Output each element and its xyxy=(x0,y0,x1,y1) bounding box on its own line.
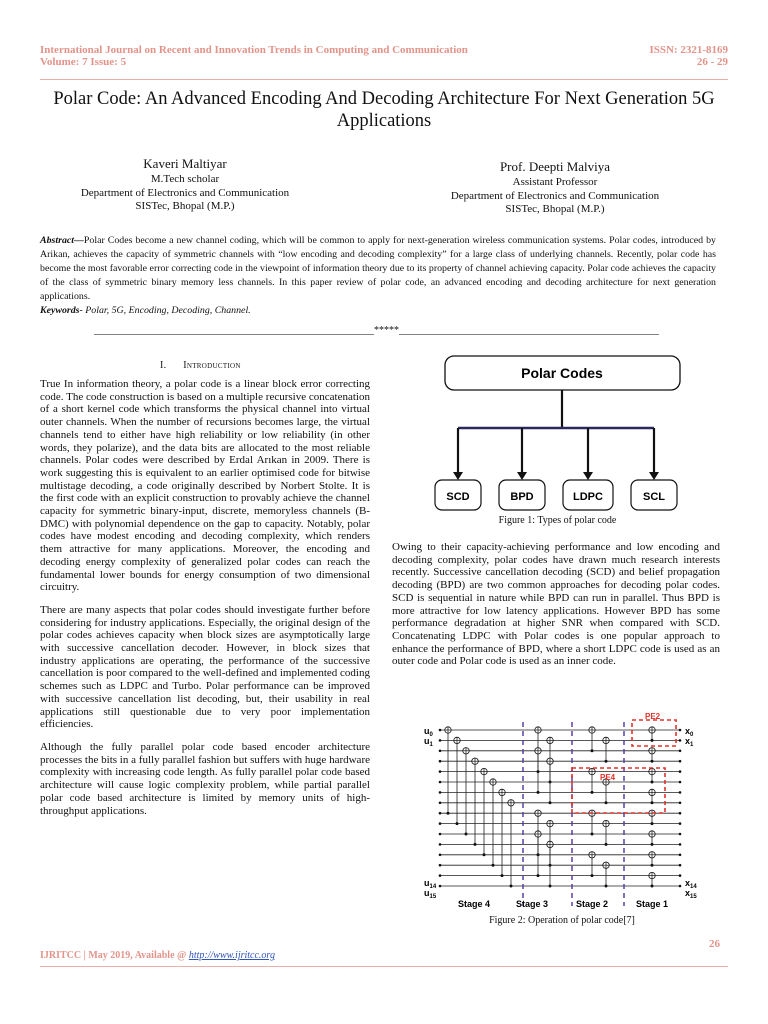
journal-title: International Journal on Recent and Innovation Trends in Computing and Communication Volume: 7 Issue: 5 xyxy=(40,44,468,68)
output-x14-label: $x_{14}$ xyxy=(685,878,697,890)
xor-dot xyxy=(651,843,654,846)
xor-dot xyxy=(651,760,654,763)
xor-dot xyxy=(651,864,654,867)
author-1 xyxy=(70,155,300,214)
xor-dot xyxy=(591,749,594,752)
child-label: LDPC xyxy=(573,491,603,503)
arrow-head xyxy=(583,472,593,480)
xor-dot xyxy=(605,760,608,763)
input-node xyxy=(439,770,442,773)
root-label: Polar Codes xyxy=(521,365,603,381)
author-inst: SISTec, Bhopal (M.P.) xyxy=(135,200,235,212)
child-label: SCL xyxy=(643,491,665,503)
section-separator: ________________________________________________________*****____________________________________________________ xyxy=(94,325,659,336)
output-node xyxy=(679,802,682,805)
figure-2-caption: Figure 2: Operation of polar code[7] xyxy=(489,915,635,926)
xor-dot xyxy=(605,801,608,804)
input-node xyxy=(439,864,442,867)
xor-dot xyxy=(591,874,594,877)
author-name: Kaveri Maltiyar xyxy=(143,156,227,171)
output-node xyxy=(679,812,682,815)
xor-dot xyxy=(474,843,477,846)
stage-1-label: Stage 1 xyxy=(635,899,669,909)
author-2 xyxy=(425,158,685,217)
output-node xyxy=(679,791,682,794)
output-node xyxy=(679,750,682,753)
paragraph: True In information theory, a polar code is a linear block error correcting code. The code construction is based on a multiple recursive concatenation of a short kernel code which transforms the physical channel into virtual outer channels. When the number of recursions becomes large, the virtual channels tend to either have high reliability or low reliability (in other words, they polarize), and the data bits are allocated to the most reliable channels. Polar codes were described by Erdal Arıkan in 2009. There is work suggesting this is equivalent to an earlier optimised code for bitwise multistage decoding, a code originally described by Norbert Stolte. It is the first code with an explicit construction to provably achieve the channel capacity for symmetric binary-input, discrete, memoryless channels (B-DMC) with polynomial dependence on the gap to capacity. Notably, polar codes have modest encoding and decoding complexity, which renders them attractive for many applications. Moreover, the encoding and decoding energy complexity of generalized polar codes can reach the fundamental lower bounds for energy consumption of two dimensional circuitry. xyxy=(40,378,370,594)
output-node xyxy=(679,854,682,857)
arrow-head xyxy=(649,472,659,480)
output-node xyxy=(679,760,682,763)
xor-dot xyxy=(501,874,504,877)
abstract-text: Polar Codes become a new channel coding, which will be common to apply for next-generation wireless communication systems. Polar codes, introduced by Arikan, achieves the capacity of symmetric channels with “low encoding and decoding complexity” for a large class of underlying channels. Recently, polar code has become the most favorable error correcting code in the viewpoint of information theory due to its property of channel achieving capacity. Polar code achieves the capacity of the class of symmetric binary memory less channels. In this paper review of polar code, an advanced encoding and decoding architecture for next generation applications. xyxy=(40,235,716,302)
author-inst: SISTec, Bhopal (M.P.) xyxy=(505,203,605,215)
output-node xyxy=(679,822,682,825)
input-node xyxy=(439,812,442,815)
xor-dot xyxy=(549,885,552,888)
input-node xyxy=(439,781,442,784)
input-u15-label: $u_{15}$ xyxy=(424,888,437,900)
paragraph: Owing to their capacity-achieving performance and low encoding and decoding complexity, polar codes have drawn much research interests recently. Successive cancellation decoding (SCD) and belief propagation decoding (BPD) are two common approaches for decoding polar codes. SCD is sequential in nature while BPD can run in parallel. Thus BPD is more attractive for low latency applications. However BPD has some performance degradation at higher SNR when compared with SCD. Concatenating LDPC with Polar codes is one popular approach to enhance the performance of BPD, where a short LDPC code is used as an outer code and Polar code is used as an inner code. xyxy=(392,541,720,668)
output-node xyxy=(679,781,682,784)
input-node xyxy=(439,739,442,742)
input-node xyxy=(439,791,442,794)
input-u1-label: $u_1$ xyxy=(424,736,433,748)
section-heading: I. Introduction xyxy=(160,360,241,371)
xor-dot xyxy=(605,885,608,888)
butterfly-network xyxy=(439,727,682,888)
output-node xyxy=(679,843,682,846)
xor-dot xyxy=(605,843,608,846)
paragraph: Although the fully parallel polar code based encoder architecture processes the bits in a fully parallel fashion but suffers with huge hardware complexity with increasing code length. As fully parallel polar code based architecture will cause logic complexity problem, while partial parallel polar code based architecture is limited by memory units of high-throughput applications. xyxy=(40,740,370,817)
xor-dot xyxy=(510,885,513,888)
output-x0-label: $x_0$ xyxy=(685,726,694,738)
figure-1-caption: Figure 1: Types of polar code xyxy=(498,515,617,526)
xor-dot xyxy=(651,822,654,825)
figure-1-diagram xyxy=(430,350,695,515)
input-node xyxy=(439,833,442,836)
child-label: BPD xyxy=(510,491,534,503)
keywords-label: Keywords- xyxy=(40,305,83,316)
output-node xyxy=(679,885,682,888)
input-node xyxy=(439,750,442,753)
xor-dot xyxy=(549,801,552,804)
paper-title: Polar Code: An Advanced Encoding And Decoding Architecture For Next Generation 5G Applications xyxy=(53,89,715,131)
xor-dot xyxy=(651,885,654,888)
xor-dot xyxy=(591,791,594,794)
xor-dot xyxy=(651,739,654,742)
arrow-head xyxy=(517,472,527,480)
input-u0-label: $u_0$ xyxy=(424,726,433,738)
pe2-label: PE2 xyxy=(645,712,661,721)
input-node xyxy=(439,843,442,846)
output-x15-label: $x_{15}$ xyxy=(685,888,697,900)
journal-link[interactable]: http://www.ijritcc.org xyxy=(188,950,275,961)
pe2-box xyxy=(632,720,676,746)
xor-dot xyxy=(651,781,654,784)
output-node xyxy=(679,770,682,773)
author-role: M.Tech scholar xyxy=(150,173,220,185)
stage-2-label: Stage 2 xyxy=(575,899,609,909)
right-column xyxy=(392,541,720,678)
output-node xyxy=(679,833,682,836)
abstract-label: Abstract— xyxy=(40,235,84,246)
output-node xyxy=(679,739,682,742)
footer: IJRITCC | May 2019, Available @ http://www.ijritcc.org xyxy=(40,950,275,961)
author-dept: Department of Electronics and Communication xyxy=(450,189,660,202)
input-node xyxy=(439,802,442,805)
keywords-text: Polar, 5G, Encoding, Decoding, Channel. xyxy=(82,305,251,316)
output-node xyxy=(679,874,682,877)
output-node xyxy=(679,729,682,732)
xor-dot xyxy=(591,833,594,836)
input-node xyxy=(439,760,442,763)
input-node xyxy=(439,854,442,857)
issn-block: ISSN: 2321-8169 26 - 29 xyxy=(649,44,728,68)
input-node xyxy=(439,729,442,732)
journal-header xyxy=(40,44,728,74)
figure-2-diagram xyxy=(414,708,710,913)
abstract xyxy=(40,234,716,304)
xor-dot xyxy=(537,791,540,794)
xor-dot xyxy=(651,801,654,804)
arrow-head xyxy=(453,472,463,480)
paragraph: There are many aspects that polar codes should investigate further before considering for industry applications. Especially, the original design of the polar codes achieves capacity when block sizes are asymptotically large with successive cancellation decoder. However, in block sizes that industry applications are operating, the performance of the successive cancellation is poor compared to the well-defined and implemented coding schemes such as LDPC and Turbo. Polar performance can be improved with successive cancellation list decoding, but, their usability in real applications still questionable due to very poor implementation efficiencies. xyxy=(40,603,370,731)
author-role: Assistant Professor xyxy=(512,176,598,188)
keywords xyxy=(40,305,251,316)
page-number: 26 xyxy=(709,938,720,950)
input-u14-label: $u_{14}$ xyxy=(424,878,437,890)
left-column xyxy=(40,378,370,827)
output-x1-label: $x_1$ xyxy=(685,736,694,748)
header-divider xyxy=(40,79,728,80)
xor-dot xyxy=(483,853,486,856)
xor-dot xyxy=(447,812,450,815)
footer-divider xyxy=(40,966,728,967)
stage-4-label: Stage 4 xyxy=(457,899,491,909)
input-node xyxy=(439,822,442,825)
author-name: Prof. Deepti Malviya xyxy=(499,159,611,174)
author-dept: Department of Electronics and Communication xyxy=(80,186,290,199)
input-node xyxy=(439,885,442,888)
input-node xyxy=(439,874,442,877)
pe4-label: PE4 xyxy=(600,773,616,782)
child-label: SCD xyxy=(446,491,470,503)
stage-3-label: Stage 3 xyxy=(515,899,549,909)
xor-dot xyxy=(537,874,540,877)
xor-dot xyxy=(456,822,459,825)
xor-dot xyxy=(465,833,468,836)
xor-dot xyxy=(492,864,495,867)
output-node xyxy=(679,864,682,867)
